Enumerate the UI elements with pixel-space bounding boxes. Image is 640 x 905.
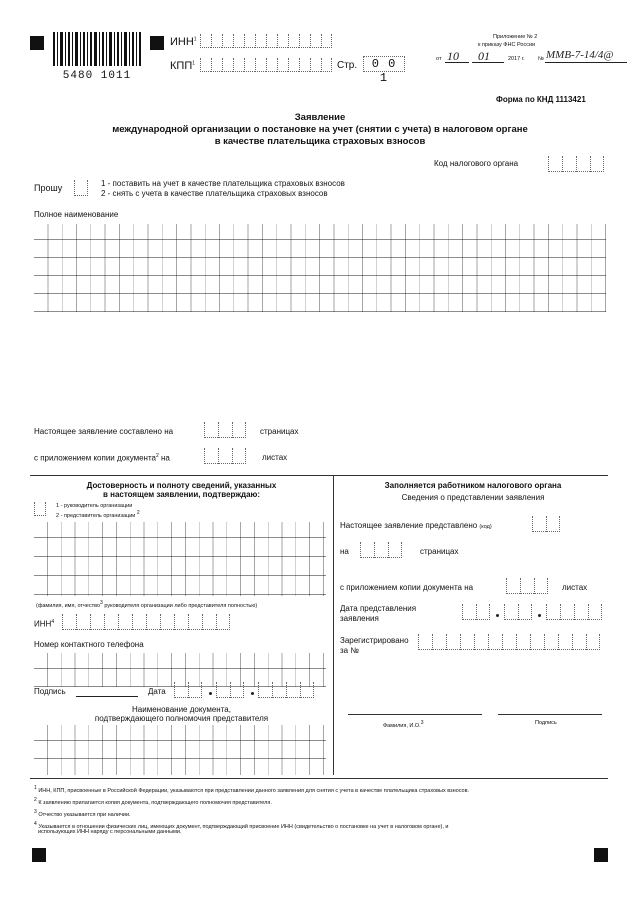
signer-date-day-cells[interactable] (174, 682, 202, 698)
submission-date-month-cells[interactable] (504, 604, 532, 620)
order-no-label: № (538, 56, 544, 62)
full-name-label: Полное наименование (34, 210, 119, 219)
doc-title-line1: Наименование документа, (132, 705, 231, 714)
page-label: Стр. (337, 60, 358, 71)
barcode (52, 32, 142, 82)
signer-opt1: 1 - руководитель организации (56, 503, 133, 509)
signer-fio-grid[interactable] (34, 522, 326, 596)
doc-title-line2: подтверждающего полномочия представителя (94, 714, 269, 723)
title-line2: международной организации о постановке на учет (снятии с учета) в налоговом органе (112, 124, 528, 135)
order-from: от (436, 56, 442, 62)
registered-label-2: за № (340, 646, 359, 655)
copies-cells[interactable] (204, 448, 246, 464)
signer-date-year-cells[interactable] (258, 682, 314, 698)
footnote-2: 2 К заявлению прилагается копия документа, подтверждающего полномочия представителя. (34, 797, 272, 806)
barcode-number: 5480 1011 (62, 70, 132, 82)
request-label: Прошу (34, 183, 63, 193)
signer-inn-label: ИНН$^4$ (34, 619, 55, 629)
kpp-label: КПП$^1$ (170, 60, 196, 72)
title-line3: в качестве плательщика страховых взносов (214, 136, 426, 147)
full-name-grid[interactable] (34, 224, 606, 312)
right-copies-suffix: листах (562, 583, 588, 592)
section-top-rule (30, 475, 608, 476)
signature-label: Подпись (34, 687, 66, 696)
submission-date-label-2: заявления (340, 614, 379, 623)
order-day: 10 (447, 49, 459, 63)
submission-date-label-1: Дата представления (340, 604, 417, 613)
inn-cells[interactable] (200, 34, 332, 48)
footnote-rule (30, 778, 608, 779)
form-code: Форма по КНД 1113421 (496, 95, 586, 104)
corner-marker-top-right (150, 36, 164, 50)
submission-date-day-cells[interactable] (462, 604, 490, 620)
barcode-bars-icon (52, 32, 142, 66)
date-label: Дата (148, 687, 166, 696)
appendix-line1: Приложение № 2 (493, 34, 538, 40)
right-pages-suffix: страницах (420, 547, 459, 556)
officer-fio-caption: Фамилия, И.О.3 (383, 720, 424, 729)
footnote-4: 4 Указывается в отношении физических лиц, имеющих документ, подтверждающий присвоение ИНН (свидетельство о постановке на учет в налоговом органе), и (34, 821, 449, 830)
tax-office-label: Код налогового органа (434, 159, 519, 168)
request-option1: 1 - поставить на учет в качестве плательщика страховых взносов (101, 179, 345, 188)
section-vertical-rule (333, 475, 334, 775)
signer-fio-caption: (фамилия, имя, отчество3 руководителя организации либо представителя полностью) (36, 600, 258, 609)
kpp-cells[interactable] (200, 58, 332, 72)
copies-label: с приложением копии документа$^2$ на (34, 453, 170, 463)
right-title: Заполняется работником налогового органа (384, 481, 562, 490)
submission-date-year-cells[interactable] (546, 604, 602, 620)
inn-label: ИНН$^1$ (170, 36, 197, 48)
officer-fio-line[interactable] (348, 714, 482, 715)
officer-signature-caption: Подпись (535, 720, 557, 726)
signer-date-month-cells[interactable] (216, 682, 244, 698)
title-line1: Заявление (294, 112, 346, 123)
footnote-4-cont: использующих ИНН наряду с персональными данными. (38, 829, 182, 835)
registration-number-cells[interactable] (418, 634, 600, 650)
corner-marker-bottom-right (594, 848, 608, 862)
pages-suffix: страницах (260, 427, 299, 436)
signer-inn-cells[interactable] (62, 614, 230, 630)
signer-opt2: 2 - представитель организации 2 (56, 510, 140, 519)
signer-role-cell[interactable] (34, 502, 46, 516)
footnote-1: 1 ИНН, КПП, присвоенные в Российской Федерации, указываются при представлении данного заявления для снятия с учета в качестве плательщика страховых взносов. (34, 785, 470, 794)
page-number: 0 0 1 (363, 56, 405, 72)
pages-cells[interactable] (204, 422, 246, 438)
corner-marker-top-left (30, 36, 44, 50)
right-copies-label: с приложением копии документа на (340, 583, 474, 592)
order-month: 01 (478, 49, 490, 63)
submitted-code-cells[interactable] (532, 516, 560, 532)
request-option2: 2 - снять с учета в качестве плательщика страховых взносов (101, 189, 328, 198)
signature-line[interactable] (76, 696, 138, 697)
footnote-3: 3 Отчество указывается при наличии. (34, 809, 131, 818)
request-code-cell[interactable] (74, 180, 88, 196)
registered-label-1: Зарегистрировано (340, 636, 409, 645)
doc-title-grid[interactable] (34, 725, 326, 775)
left-title-line2: в настоящем заявлении, подтверждаю: (102, 490, 261, 499)
right-subtitle: Сведения о представлении заявления (401, 493, 545, 502)
right-pages-cells[interactable] (360, 542, 402, 558)
tax-office-cells[interactable] (548, 156, 604, 172)
officer-signature-line[interactable] (498, 714, 602, 715)
pages-label: Настоящее заявление составлено на (34, 427, 174, 436)
phone-label: Номер контактного телефона (34, 640, 144, 649)
copies-suffix: листах (262, 453, 288, 462)
right-copies-cells[interactable] (506, 578, 548, 594)
left-title-line1: Достоверность и полноту сведений, указанных (86, 481, 277, 490)
order-year: 2017 г. (508, 56, 525, 62)
submitted-label: Настоящее заявление представлено (код) (340, 521, 492, 530)
corner-marker-bottom-left (32, 848, 46, 862)
order-no-value: ММВ-7-14/4@ (546, 49, 614, 61)
appendix-line2: к приказу ФНС России (478, 42, 536, 48)
right-on-label: на (340, 547, 349, 556)
